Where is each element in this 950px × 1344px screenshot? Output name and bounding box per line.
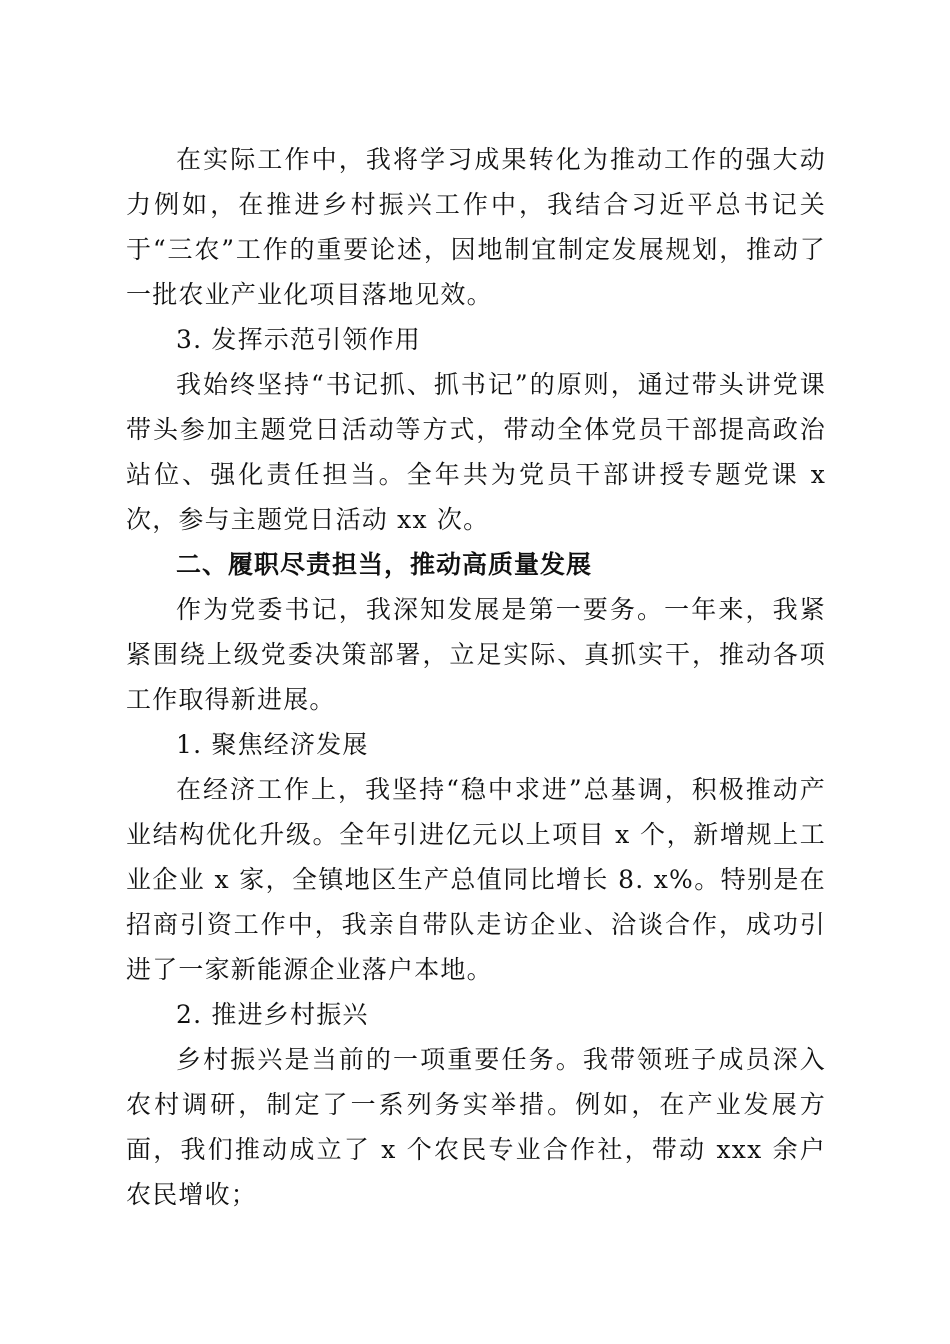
- paragraph-practical-work: 在实际工作中，我将学习成果转化为推动工作的强大动力例如，在推进乡村振兴工作中，我结合习近平总书记关于“三农”工作的重要论述，因地制宜制定发展规划，推动了一批农业产业化项目落地见效。: [126, 145, 826, 309]
- paragraph-party-secretary: 作为党委书记，我深知发展是第一要务。一年来，我紧紧围绕上级党委决策部署，立足实际、真抓实干，推动各项工作取得新进展。: [126, 595, 826, 714]
- document-body: [126, 137, 826, 1217]
- subheading-economic-development: 1. 聚焦经济发展: [176, 730, 369, 759]
- paragraph-rural-revitalization: 乡村振兴是当前的一项重要任务。我带领班子成员深入农村调研，制定了一系列务实举措。例如，在产业发展方面，我们推动成立了 x 个农民专业合作社，带动 xxx 余户农民增收；: [126, 1045, 826, 1209]
- subheading-rural-revitalization: 2. 推进乡村振兴: [176, 1000, 369, 1029]
- section-heading-high-quality-development: 二、履职尽责担当，推动高质量发展: [176, 550, 593, 579]
- paragraph-party-lessons: 我始终坚持“书记抓、抓书记”的原则，通过带头讲党课带头参加主题党日活动等方式，带动全体党员干部提高政治站位、强化责任担当。全年共为党员干部讲授专题党课 x 次，参与主题党日活动 xx 次。: [126, 370, 826, 534]
- subheading-exemplary-role: 3. 发挥示范引领作用: [176, 325, 422, 354]
- paragraph-economic-work: 在经济工作上，我坚持“稳中求进”总基调，积极推动产业结构优化升级。全年引进亿元以上项目 x 个，新增规上工业企业 x 家，全镇地区生产总值同比增长 8. x%。特别是在招商引资工作中，我亲自带队走访企业、洽谈合作，成功引进了一家新能源企业落户本地。: [126, 775, 826, 984]
